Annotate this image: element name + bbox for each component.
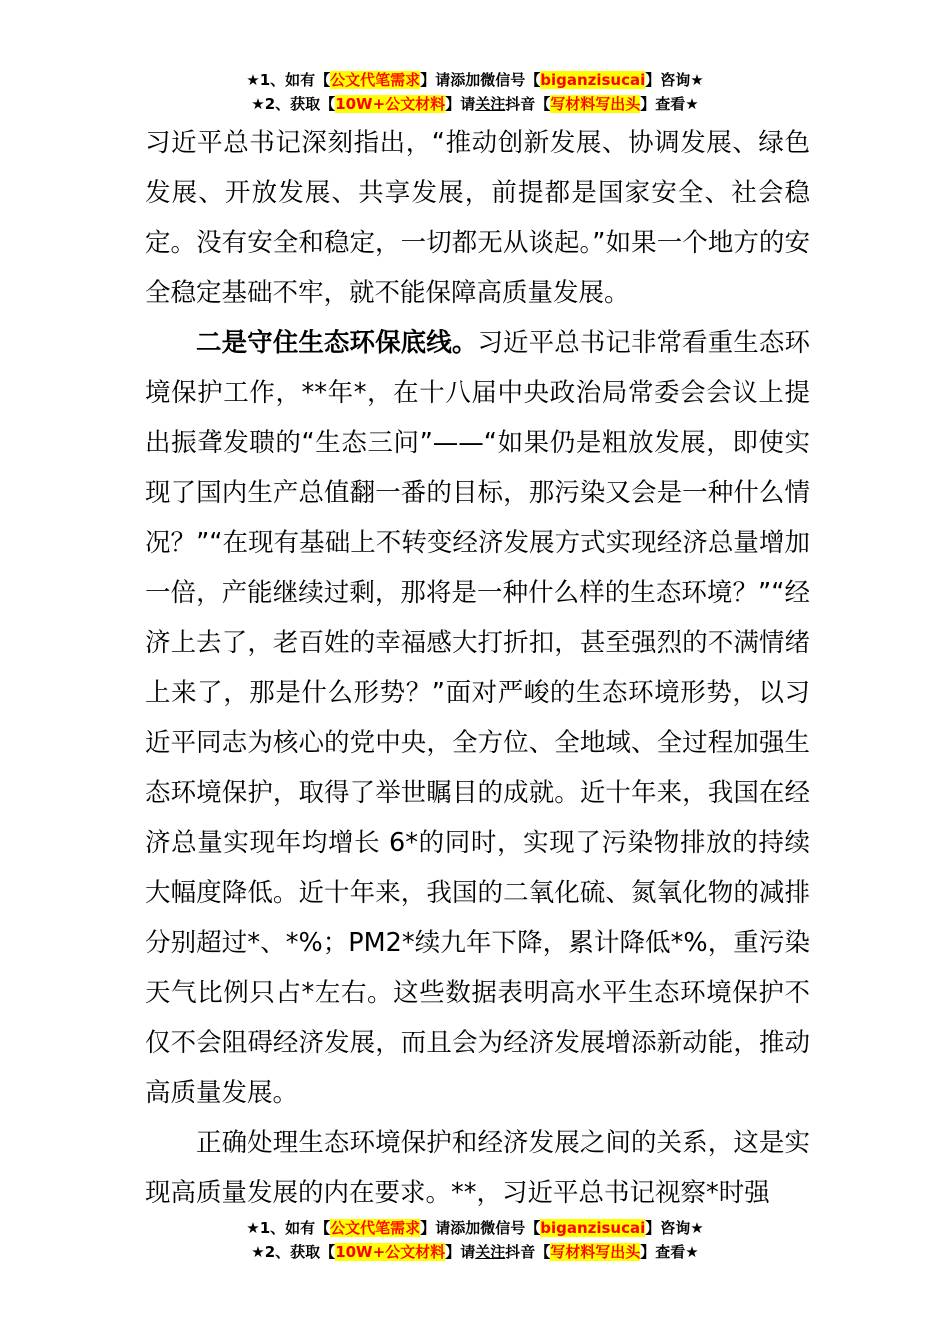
paragraph-2-text: 习近平总书记非常看重生态环境保护工作，**年*，在十八届中央政治局常委会会议上提出振聋发聩的“生态三问”——“如果仍是粗放发展，即使实现了国内生产总值翻一番的目标，那污染又会是一种什么情况？”“在现有基础上不转变经济发展方式实现经济总量增加一倍，产能继续过剩，那将是一种什么样的生态环境？”“经济上去了，老百姓的幸福感大打折扣，甚至强烈的不满情绪上来了，那是什么形势？”面对严峻的生态环境形势，以习近平同志为核心的党中央，全方位、全地域、全过程加强生态环境保护，取得了举世瞩目的成就。近十年来，我国在经济总量实现年均增长 6*的同时，实现了污染物排放的持续大幅度降低。近十年来，我国的二氧化硫、氮氧化物的减排分别超过*、*%；PM2*续九年下降，累计降低*%，重污染天气比例只占*左右。这些数据表明高水平生态环境保护不仅不会阻碍经济发展，而且会为经济发展增添新动能，推动高质量发展。	[145, 328, 810, 1108]
banner-line-1	[0, 68, 950, 92]
paragraph-2	[145, 318, 810, 1118]
banner-text: 】请添加微信号【	[420, 1219, 541, 1237]
banner-line-2	[0, 92, 950, 116]
highlight-service: 公文代笔需求	[330, 1219, 421, 1237]
document-body	[145, 118, 810, 1218]
footer-banner	[0, 1216, 950, 1264]
highlight-service: 公文代笔需求	[330, 71, 421, 89]
highlight-materials: 10W+公文材料	[335, 95, 446, 113]
highlight-account: 写材料写出头	[550, 95, 641, 113]
banner-text: 】咨询★	[645, 71, 704, 89]
banner-line-2	[0, 1240, 950, 1264]
underlined-follow: 关注	[475, 1243, 506, 1261]
highlight-materials: 10W+公文材料	[335, 1243, 446, 1261]
highlight-wechat-id: biganzisucai	[540, 1219, 646, 1237]
banner-text: ★1、如有【	[246, 71, 331, 89]
banner-text: 】请	[445, 1243, 476, 1261]
banner-text: 】请	[445, 95, 476, 113]
banner-text: 】查看★	[640, 95, 699, 113]
banner-line-1	[0, 1216, 950, 1240]
paragraph-1: 习近平总书记深刻指出，“推动创新发展、协调发展、绿色发展、开放发展、共享发展，前提都是国家安全、社会稳定。没有安全和稳定，一切都无从谈起。”如果一个地方的安全稳定基础不牢，就不能保障高质量发展。	[145, 128, 810, 308]
banner-text: 抖音【	[505, 1243, 551, 1261]
banner-text: ★2、获取【	[251, 95, 336, 113]
banner-text: 】咨询★	[645, 1219, 704, 1237]
banner-text: 】查看★	[640, 1243, 699, 1261]
highlight-account: 写材料写出头	[550, 1243, 641, 1261]
paragraph-3: 正确处理生态环境保护和经济发展之间的关系，这是实现高质量发展的内在要求。**，习近平总书记视察*时强	[145, 1128, 810, 1208]
banner-text: ★2、获取【	[251, 1243, 336, 1261]
header-banner	[0, 68, 950, 116]
banner-text: 抖音【	[505, 95, 551, 113]
paragraph-2-heading: 二是守住生态环保底线。	[196, 328, 478, 358]
underlined-follow: 关注	[475, 95, 506, 113]
banner-text: ★1、如有【	[246, 1219, 331, 1237]
highlight-wechat-id: biganzisucai	[540, 71, 646, 89]
banner-text: 】请添加微信号【	[420, 71, 541, 89]
